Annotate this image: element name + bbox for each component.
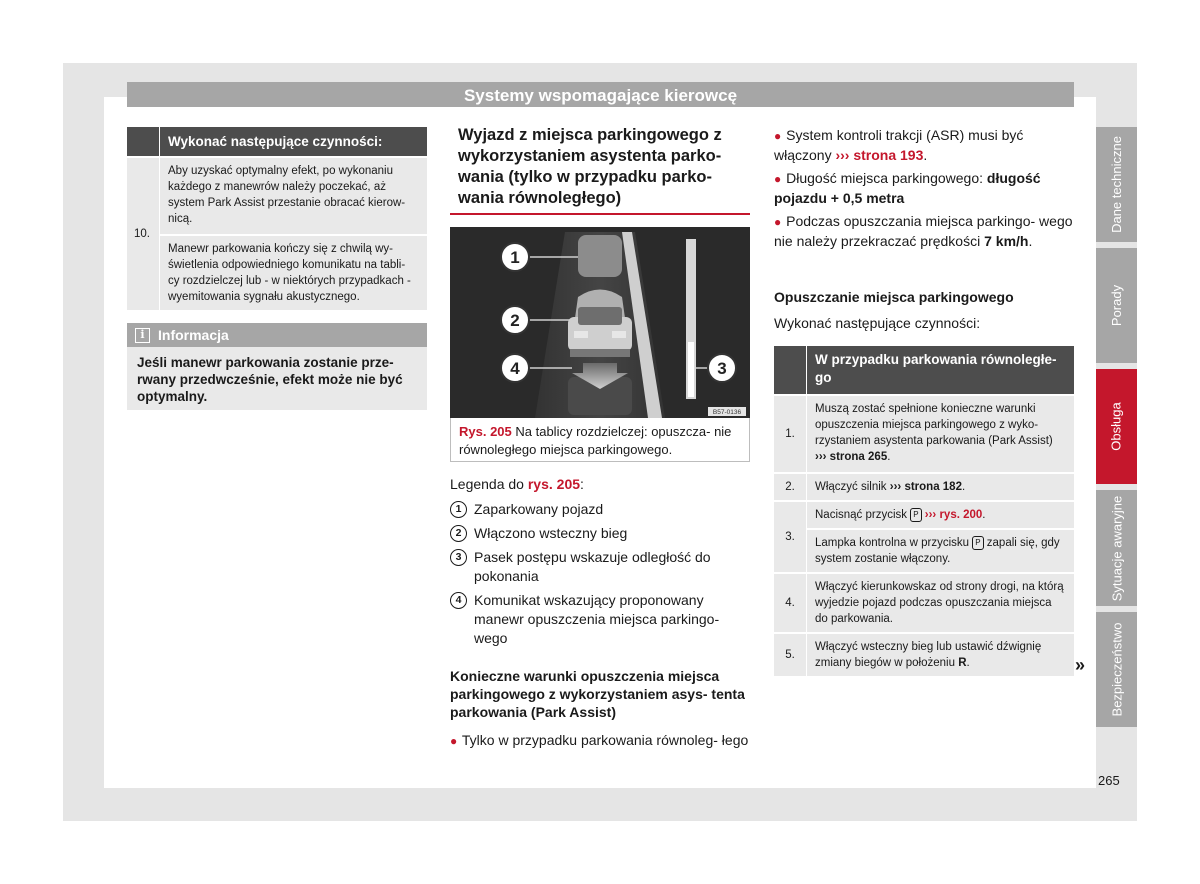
page-number: 265 — [1098, 773, 1120, 788]
page-link[interactable]: ››› strona 265 — [815, 451, 888, 463]
page-link[interactable]: ››› strona 182 — [889, 481, 962, 493]
info-icon: i — [135, 328, 150, 343]
step-number: 5. — [774, 634, 806, 676]
svg-text:2: 2 — [510, 311, 520, 330]
chapter-header: Systemy wspomagające kierowcę — [127, 82, 1074, 107]
park-assist-key-icon: P — [972, 536, 983, 550]
step-text: Włączyć silnik ››› strona 182. — [807, 474, 1074, 500]
legend-item: 3 Pasek postępu wskazuje odległość do pokonania — [450, 548, 755, 586]
tab-bezpieczenstwo[interactable]: Bezpieczeństwo — [1096, 612, 1137, 727]
step-text: Manewr parkowania kończy się z chwilą wy- świetlenia odpowiedniego komunikatu na tabli- cy rozdzielczej lub - w niektórych przypadkach - wyemitowania sygnału akustycznego. — [160, 236, 427, 310]
tab-sytuacje-awaryjne[interactable]: Sytuacje awaryjne — [1096, 490, 1137, 606]
table-heading: W przypadku parkowania równoległe- go — [807, 346, 1074, 394]
step-text: Muszą zostać spełnione konieczne warunki opuszczenia miejsca parkingowego z wyko- rzystaniem asystenta parkowania (Park Assist) ››› strona 265. — [807, 396, 1074, 472]
section-title: Wyjazd z miejsca parkingowego z wykorzystaniem asystenta parko- wania (tylko w przypadku parko- wania równoległego) — [450, 125, 750, 215]
step-text: Włączyć wsteczny bieg lub ustawić dźwignię zmiany biegów w położeniu R. — [807, 634, 1074, 676]
table-row — [127, 158, 427, 310]
list-item: ● System kontroli trakcji (ASR) musi być włączony ››› strona 193. — [774, 127, 1024, 163]
page-link[interactable]: ››› strona 193 — [835, 147, 924, 163]
list-item: ● Długość miejsca parkingowego: długość pojazdu + 0,5 metra — [774, 170, 1041, 206]
legend-item: 1 Zaparkowany pojazd — [450, 500, 755, 519]
svg-text:1: 1 — [510, 248, 520, 267]
progress-bar-fill — [688, 342, 694, 397]
dashboard-figure — [450, 227, 750, 418]
step-number: 2. — [774, 474, 806, 500]
step-number: 10. — [127, 158, 159, 310]
park-assist-key-icon: P — [910, 508, 921, 522]
exit-title: Opuszczanie miejsca parkingowego — [774, 289, 1014, 305]
table-row — [774, 634, 1074, 676]
step-number: 4. — [774, 574, 806, 632]
step-text: Lampka kontrolna w przycisku P zapali się, gdy system zostanie włączony. — [807, 530, 1074, 572]
conditions-title: Konieczne warunki opuszczenia miejsca parkingowego z wykorzystaniem asys- tenta parkowania (Park Assist) — [450, 668, 745, 720]
figure-caption: Rys. 205 Na tablicy rozdzielczej: opuszcza- nie równoległego miejsca parkingowego. — [450, 418, 750, 462]
table-row — [774, 574, 1074, 632]
tab-porady[interactable]: Porady — [1096, 248, 1137, 363]
callout-number: 3 — [450, 549, 467, 566]
info-header — [127, 323, 427, 347]
table-heading: Wykonać następujące czynności: — [160, 127, 427, 156]
svg-text:4: 4 — [510, 359, 520, 378]
conditions-bullet: ● Tylko w przypadku parkowania równoleg- łego — [450, 732, 749, 748]
table-row — [774, 474, 1074, 500]
legend-intro: Legenda do rys. 205: — [450, 476, 584, 492]
info-text: Jeśli manewr parkowania zostanie prze- rwany przedwcześnie, efekt może nie być optymalny. — [137, 355, 403, 404]
step-number: 1. — [774, 396, 806, 472]
callout-number: 1 — [450, 501, 467, 518]
table-header — [774, 346, 1074, 394]
legend-item: 2 Włączono wsteczny bieg — [450, 524, 755, 543]
figure-ref: Rys. 205 — [459, 424, 512, 439]
bullet-icon: ● — [450, 734, 458, 748]
svg-text:3: 3 — [717, 359, 727, 378]
list-item: ● Podczas opuszczania miejsca parkingo- wego nie należy przekraczać prędkości 7 km/h. — [774, 213, 1073, 249]
figure-link[interactable]: rys. 205 — [527, 476, 581, 492]
step-number: 3. — [774, 502, 806, 572]
step-text: Włączyć kierunkowskaz od strony drogi, na którą wyjedzie pojazd podczas opuszczania miejsca do parkowania. — [807, 574, 1074, 632]
parked-vehicle-front — [578, 235, 622, 277]
table-row — [774, 502, 1074, 572]
info-title: Informacja — [158, 326, 229, 343]
callout-number: 2 — [450, 525, 467, 542]
legend-list — [450, 500, 755, 653]
figure-link[interactable]: ››› rys. 200 — [924, 509, 983, 521]
step-text: Nacisnąć przycisk P ››› rys. 200. — [807, 502, 1074, 528]
table-header — [127, 127, 427, 156]
info-box — [127, 323, 427, 410]
tab-dane-techniczne[interactable]: Dane techniczne — [1096, 127, 1137, 242]
requirements-list — [774, 126, 1074, 255]
continue-icon: » — [1075, 655, 1086, 675]
bullet-icon: ● — [774, 172, 782, 186]
legend-item: 4 Komunikat wskazujący proponowany manewr opuszczenia miejsca parkingo- wego — [450, 591, 755, 648]
steps-table-continued — [127, 127, 427, 310]
parking-exit-illustration — [450, 227, 750, 418]
bullet-icon: ● — [774, 215, 782, 229]
exit-steps-table — [774, 346, 1074, 676]
exit-intro: Wykonać następujące czynności: — [774, 315, 981, 331]
step-text: Aby uzyskać optymalny efekt, po wykonaniu każdego z manewrów należy poczekać, aż system Park Assist przestanie obracać kierow- nicą. — [160, 158, 427, 234]
callout-number: 4 — [450, 592, 467, 609]
tab-obsluga[interactable]: Obsługa — [1096, 369, 1137, 484]
figure-code: B57-0136 — [712, 409, 742, 416]
table-row — [774, 396, 1074, 472]
bullet-icon: ● — [774, 129, 782, 143]
